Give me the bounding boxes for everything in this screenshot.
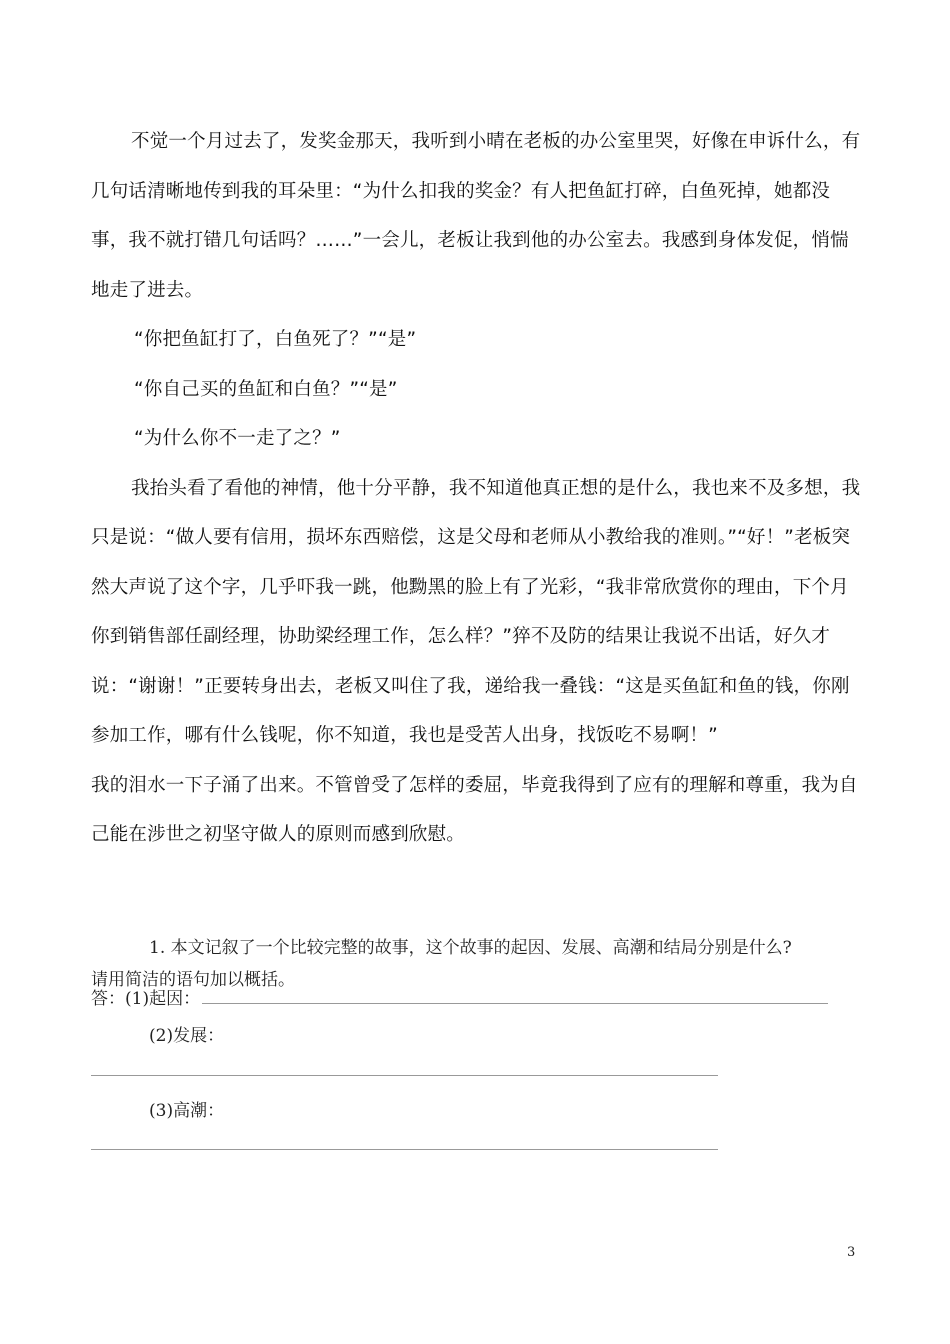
answer-1-blank[interactable] (202, 986, 828, 1004)
paragraph-3: 我的泪水一下子涌了出来。不管曾受了怎样的委屈，毕竟我得到了应有的理解和尊重，我为自己能在涉世之初坚守做人的原则而感到欣慰。 (91, 774, 858, 845)
answer-3-blank[interactable] (91, 1149, 718, 1150)
page-number: 3 (847, 1245, 856, 1260)
dialogue-line-2: “你自己买的鱼缸和白鱼？”“是” (134, 378, 398, 400)
paragraph-2: 我抬头看了看他的神情，他十分平静，我不知道他真正想的是什么，我也来不及多想，我只是说：“做人要有信用，损坏东西赔偿，这是父母和老师从小教给我的准则。”“好！”老板突然大声说了这个字，几乎吓我一跳，他黝黑的脸上有了光彩，“我非常欣赏你的理由，下个月你到销售部任副经理，协助梁经理工作，怎么样？”猝不及防的结果让我说不出话，好久才说：“谢谢！”正要转身出去，老板又叫住了我，递给我一叠钱：“这是买鱼缸和鱼的钱，你刚参加工作，哪有什么钱呢，你不知道，我也是受苦人出身，找饭吃不易啊！” (91, 477, 861, 746)
answer-1-label: 答：(1)起因： (91, 989, 201, 1009)
answer-2-label: (2)发展： (149, 1026, 225, 1046)
paragraph-1: 不觉一个月过去了，发奖金那天，我听到小晴在老板的办公室里哭，好像在申诉什么，有几句话清晰地传到我的耳朵里：“为什么扣我的奖金？有人把鱼缸打碎，白鱼死掉，她都没事，我不就打错几句话吗？……”一会儿，老板让我到他的办公室去。我感到身体发促，悄惴地走了进去。 (91, 131, 861, 301)
dialogue-line-3: “为什么你不一走了之？” (134, 428, 341, 449)
answer-3-label: (3)高潮： (149, 1101, 225, 1121)
answer-1-row (91, 984, 828, 1009)
question-text-line-2: 请用简洁的语句加以概括。 (91, 970, 295, 990)
answer-2-blank[interactable] (91, 1075, 718, 1076)
question-text-line-1: 1. 本文记叙了一个比较完整的故事，这个故事的起因、发展、高潮和结局分别是什么? (149, 938, 792, 958)
story-text (91, 117, 863, 860)
dialogue-line-1: “你把鱼缸打了，白鱼死了？”“是” (134, 329, 417, 350)
